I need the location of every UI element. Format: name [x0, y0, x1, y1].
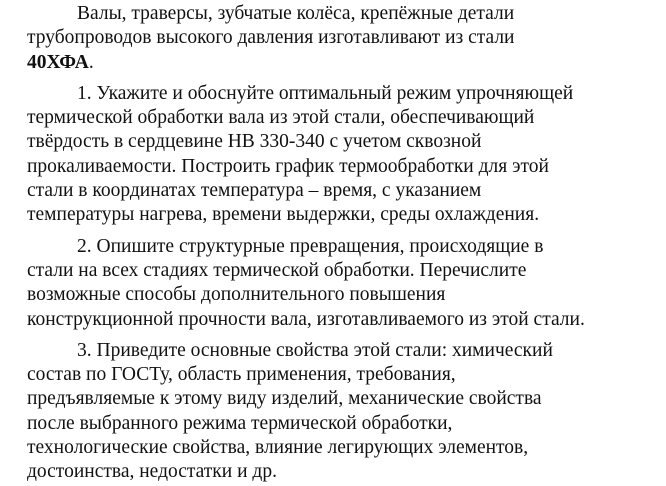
intro-paragraph [27, 2, 648, 75]
intro-suffix: . [88, 51, 94, 73]
question-2: 2. Опишите структурные превращения, происходящие в стали на всех стадиях термической обработки. Перечислите возможные способы дополнительного повышения конструкционной прочности вала, изготавливаемого из этой стали. [27, 235, 585, 330]
question-1: 1. Укажите и обоснуйте оптимальный режим упрочняющей термической обработки вала из этой стали, обеспечивающий твёрдость в сердцевине НВ 330-340 с учетом сквозной прокаливаемости. Построить график термообработки для этой стали в координатах температура – время, с указанием температуры нагрева, времени выдержки, среды охлаждения. [27, 82, 574, 226]
intro-text: Валы, траверсы, зубчатые колёса, крепёжные детали трубопроводов высокого давления изготавливают из стали [27, 3, 515, 49]
question-3: 3. Приведите основные свойства этой стали: химический состав по ГОСТу, область применения, требования, предъявляемые к этому виду изделий, механические свойства после выбранного режима термической обработки, технологические свойства, влияние легирующих элементов, достоинства, недостатки и др. [27, 339, 553, 483]
steel-grade: 40ХФА [27, 51, 89, 73]
